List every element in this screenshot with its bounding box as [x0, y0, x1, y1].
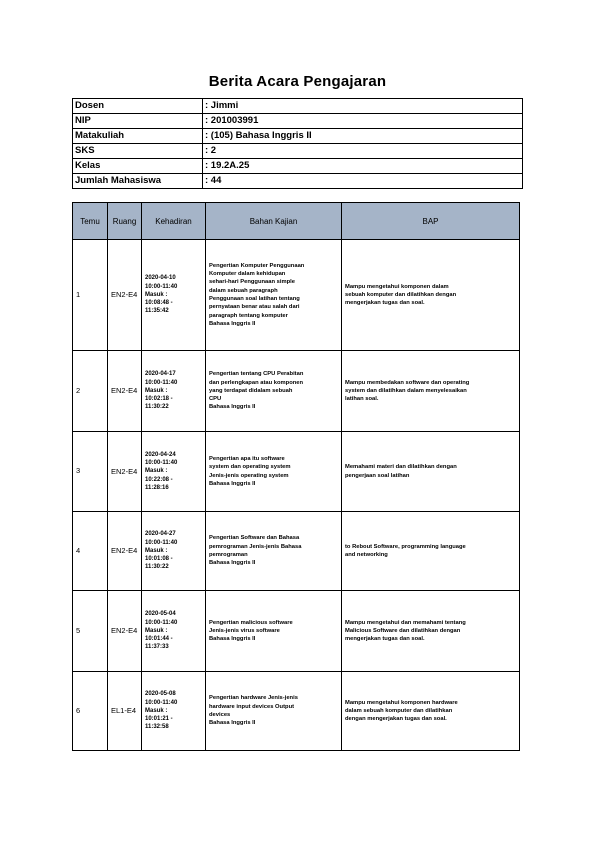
info-value: : 44 — [203, 174, 523, 189]
kehadiran-line: Masuk : — [145, 468, 168, 475]
bap-line: dengan mengerjakan tugas dan soal. — [345, 716, 447, 723]
bahan-line: Penggunaan soal latihan tentang — [209, 296, 300, 302]
bap-line: sebuah komputer dan dilatihkan dengan — [345, 291, 457, 298]
info-value: : Jimmi — [203, 99, 523, 114]
cell-bahan-kajian — [206, 351, 342, 432]
header-bahan-kajian: Bahan Kajian — [206, 203, 342, 240]
kehadiran-line: 10:01:44 - — [145, 636, 173, 643]
cell-kehadiran — [142, 672, 206, 751]
kehadiran-line: 2020-04-27 — [145, 531, 176, 538]
kehadiran-line: 10:00-11:40 — [145, 283, 178, 290]
cell-temu: 6 — [73, 672, 108, 751]
bahan-line: Bahasa Inggris II — [209, 560, 256, 567]
info-row — [73, 174, 523, 189]
bap-line: dalam sebuah komputer dan dilatihkan — [345, 707, 453, 714]
bap-line: system dan dilatihkan dalam menyelesaikan — [345, 387, 467, 394]
cell-bahan-kajian — [206, 240, 342, 351]
table-header-row — [73, 203, 520, 240]
kehadiran-line: 11:28:16 — [145, 484, 169, 491]
cell-kehadiran — [142, 512, 206, 591]
bahan-line: system dan operating system — [209, 464, 291, 471]
bahan-line: hardware input devices Output — [209, 703, 295, 710]
header-kehadiran: Kehadiran — [142, 203, 206, 240]
info-label: Jumlah Mahasiswa — [73, 174, 203, 189]
table-row — [73, 672, 520, 751]
kehadiran-line: 10:02:18 - — [145, 396, 173, 403]
bahan-line: sehari-hari Penggunaan simple — [209, 279, 296, 286]
bap-line: Mampu mengetahui komponen dalam — [345, 283, 449, 290]
kehadiran-line: 10:22:08 - — [145, 476, 173, 483]
cell-bap — [342, 591, 520, 672]
kehadiran-line: 10:00-11:40 — [145, 539, 178, 546]
cell-bahan-kajian — [206, 512, 342, 591]
cell-ruang: EN2-E4 — [108, 591, 142, 672]
bap-line: pengerjaan soal latihan — [345, 472, 410, 479]
kehadiran-line: 2020-04-17 — [145, 371, 176, 378]
bahan-line: Jenis-jenis operating system — [209, 472, 289, 479]
info-value: : 2 — [203, 144, 523, 159]
bahan-line: Bahasa Inggris II — [209, 320, 256, 327]
info-label: Matakuliah — [73, 129, 203, 144]
info-row — [73, 144, 523, 159]
kehadiran-line: 10:08:48 - — [145, 300, 173, 307]
bap-line: latihan soal. — [345, 396, 379, 403]
kehadiran-line: 10:00-11:40 — [145, 379, 178, 386]
table-row — [73, 351, 520, 432]
bap-line: to Rebout Software, programming language — [345, 543, 466, 550]
bap-line: mengerjakan tugas dan soal. — [345, 636, 425, 643]
kehadiran-line: 11:32:58 — [145, 724, 169, 731]
cell-ruang: EN2-E4 — [108, 432, 142, 512]
table-row — [73, 591, 520, 672]
bahan-line: dan perlengkapan atau komponen — [209, 379, 304, 386]
kehadiran-line: 10:01:21 - — [145, 716, 173, 723]
bahan-line: Pengertian Komputer Penggunaan — [209, 262, 305, 269]
kehadiran-line: 2020-04-10 — [145, 275, 176, 282]
info-value: : 19.2A.25 — [203, 159, 523, 174]
bahan-line: Bahasa Inggris II — [209, 636, 256, 643]
bahan-line: dalam sebuah paragraph — [209, 287, 278, 294]
cell-bahan-kajian — [206, 591, 342, 672]
info-row — [73, 99, 523, 114]
bap-line: Memahami materi dan dilatihkan dengan — [345, 464, 457, 471]
cell-kehadiran — [142, 432, 206, 512]
info-label: SKS — [73, 144, 203, 159]
kehadiran-line: 10:00-11:40 — [145, 460, 178, 467]
bahan-line: Bahasa Inggris II — [209, 404, 256, 411]
cell-ruang: EN2-E4 — [108, 512, 142, 591]
cell-temu: 5 — [73, 591, 108, 672]
bahan-line: pernyataan benar atau salah dari — [209, 304, 300, 311]
bahan-line: Pengertian Software dan Bahasa — [209, 535, 300, 542]
table-row — [73, 512, 520, 591]
info-label: Kelas — [73, 159, 203, 174]
cell-temu: 3 — [73, 432, 108, 512]
bap-line: mengerjakan tugas dan soal. — [345, 300, 425, 307]
cell-bap — [342, 672, 520, 751]
bahan-line: Pengertian hardware Jenis-jenis — [209, 695, 298, 702]
header-ruang: Ruang — [108, 203, 142, 240]
bahan-line: CPU — [209, 396, 222, 403]
cell-ruang: EL1-E4 — [108, 672, 142, 751]
cell-kehadiran — [142, 591, 206, 672]
info-row — [73, 129, 523, 144]
info-label: NIP — [73, 114, 203, 129]
bahan-line: Jenis-jenis virus software — [209, 627, 280, 634]
kehadiran-line: Masuk : — [145, 707, 168, 714]
kehadiran-line: 10:01:08 - — [145, 556, 173, 563]
cell-bahan-kajian — [206, 432, 342, 512]
kehadiran-line: 11:30:22 — [145, 564, 169, 571]
page-title: Berita Acara Pengajaran — [208, 73, 387, 90]
info-label: Dosen — [73, 99, 203, 114]
header-bap: BAP — [342, 203, 520, 240]
bap-line: Mampu mengetahui dan memahami tentang — [345, 619, 466, 626]
header-temu: Temu — [73, 203, 108, 240]
kehadiran-line: 10:00-11:40 — [145, 699, 178, 706]
table-row — [73, 240, 520, 351]
bahan-line: Komputer dalam kehidupan — [209, 271, 286, 278]
kehadiran-line: Masuk : — [145, 547, 168, 554]
table-row — [73, 432, 520, 512]
kehadiran-line: Masuk : — [145, 387, 168, 394]
cell-ruang: EN2-E4 — [108, 351, 142, 432]
bap-line: Mampu membedakan software dan operating — [345, 379, 470, 386]
lecturer-info-table — [72, 98, 523, 189]
bahan-line: Bahasa Inggris II — [209, 720, 256, 727]
kehadiran-line: Masuk : — [145, 627, 168, 634]
info-row — [73, 114, 523, 129]
kehadiran-line: 11:30:22 — [145, 404, 169, 411]
bahan-line: pemrograman Jenis-jenis Bahasa — [209, 543, 302, 550]
kehadiran-line: 2020-04-24 — [145, 451, 176, 458]
bahan-line: Pengertian malicious software — [209, 619, 293, 626]
kehadiran-line: 2020-05-04 — [145, 611, 176, 618]
bahan-line: Pengertian tentang CPU Perabitan — [209, 371, 304, 378]
cell-kehadiran — [142, 351, 206, 432]
cell-bap — [342, 240, 520, 351]
kehadiran-line: 2020-05-08 — [145, 691, 176, 698]
info-value: : 201003991 — [203, 114, 523, 129]
kehadiran-line: 10:00-11:40 — [145, 619, 178, 626]
bap-line: Mampu mengetahui komponen hardware — [345, 699, 458, 706]
cell-temu: 2 — [73, 351, 108, 432]
cell-bap — [342, 351, 520, 432]
bahan-line: paragraph tentang komputer — [209, 312, 288, 319]
cell-bap — [342, 512, 520, 591]
cell-bahan-kajian — [206, 672, 342, 751]
bap-line: Malicious Software dan dilatihkan dengan — [345, 627, 461, 634]
teaching-log-table — [72, 202, 520, 751]
bahan-line: pemrograman — [209, 552, 248, 558]
bahan-line: Pengertian apa itu software — [209, 455, 285, 462]
kehadiran-line: 11:37:33 — [145, 644, 169, 651]
bahan-line: devices — [209, 712, 231, 718]
kehadiran-line: Masuk : — [145, 291, 168, 298]
cell-temu: 4 — [73, 512, 108, 591]
info-value: : (105) Bahasa Inggris II — [203, 129, 523, 144]
bap-line: and networking — [345, 552, 388, 558]
cell-temu: 1 — [73, 240, 108, 351]
kehadiran-line: 11:35:42 — [145, 308, 169, 315]
info-row — [73, 159, 523, 174]
cell-bap — [342, 432, 520, 512]
bahan-line: Bahasa Inggris II — [209, 480, 256, 487]
cell-ruang: EN2-E4 — [108, 240, 142, 351]
cell-kehadiran — [142, 240, 206, 351]
bahan-line: yang terdapat didalam sebuah — [209, 387, 293, 394]
